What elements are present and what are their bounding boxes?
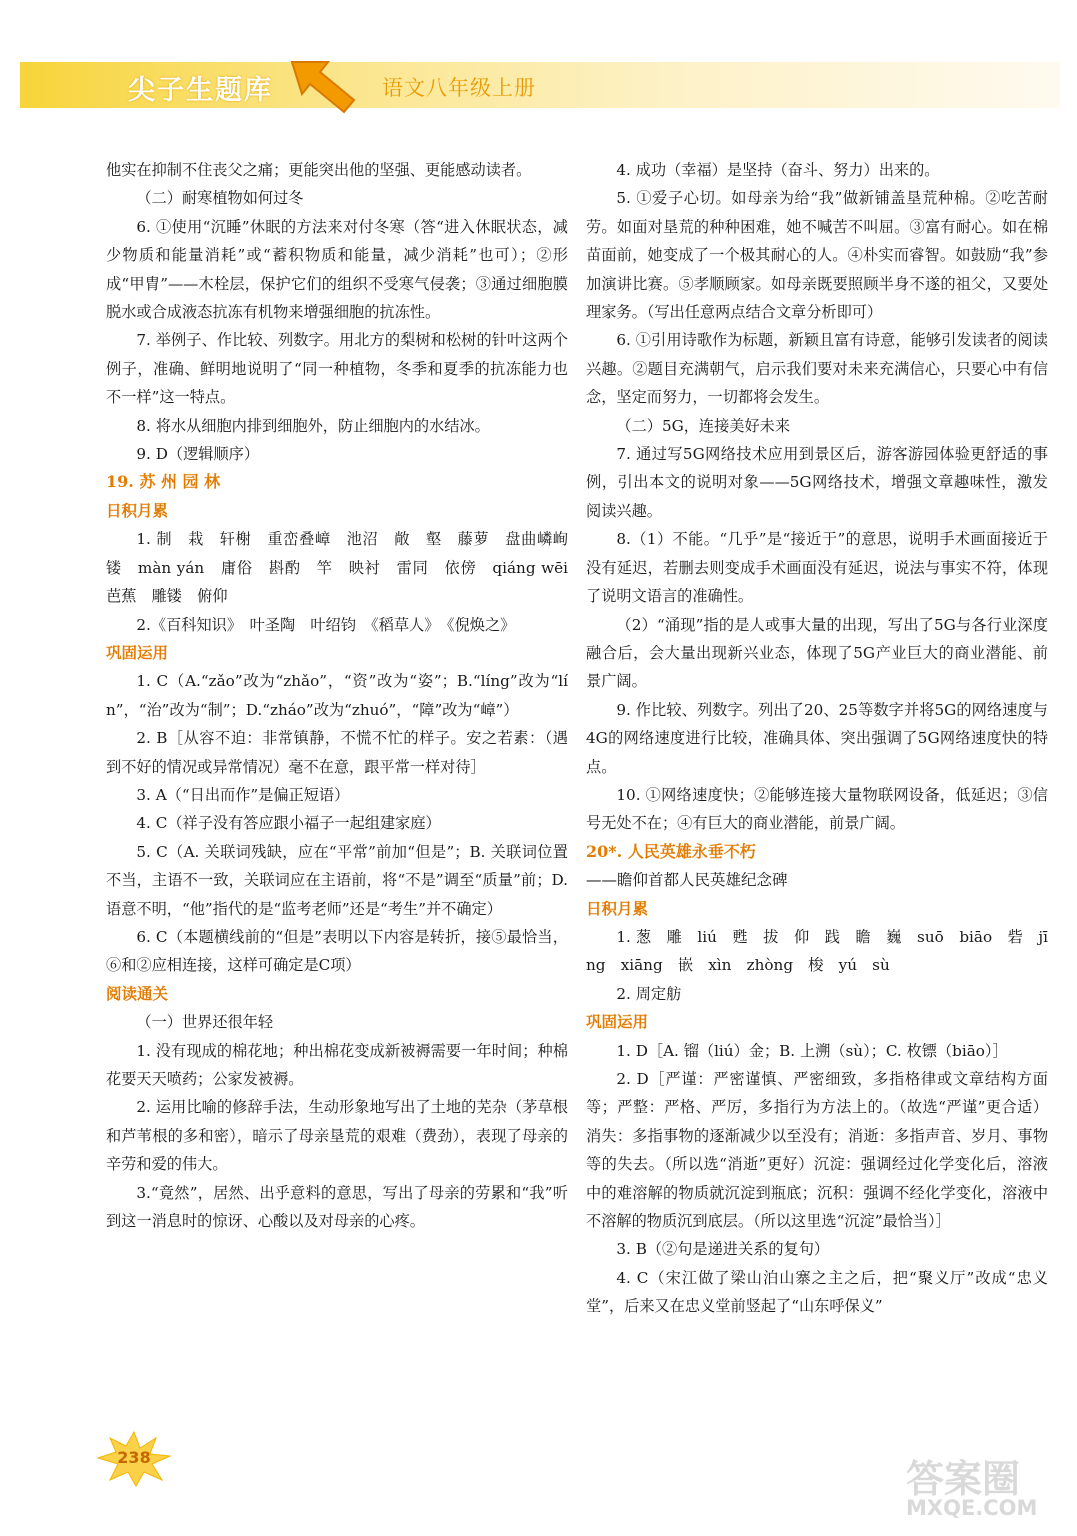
answer-paragraph: 8.（1）不能。“几乎”是“接近于”的意思，说明手术画面接近于没有延迟，若删去则变成手术画面没有延迟，说法与事实不符，体现了说明文语言的准确性。 (586, 530, 1048, 606)
answer-paragraph: 1. 葱 雕 liú 甦 拔 仰 践 瞻 巍 suō biāo 砦 jīng xiāng 嵌 xìn zhòng 梭 yú sù (586, 927, 1048, 975)
answer-paragraph: 1. D［A. 镏（liú）金；B. 上溯（sù）；C. 枚镖（biāo）］ (616, 1041, 1008, 1060)
answer-paragraph: 2. B［从容不迫：非常镇静，不慌不忙的样子。安之若素：（遇到不好的情况或异常情况）毫不在意，跟平常一样对待］ (106, 729, 568, 776)
section-heading: 阅读通关 (106, 984, 169, 1003)
page-number: 238 (117, 1448, 151, 1467)
answer-paragraph: （2）“涌现”指的是人或事大量的出现，写出了5G与各行业深度融合后，会大量出现新兴业态，体现了5G产业巨大的商业潜能、前景广阔。 (586, 615, 1048, 691)
arrow-icon (288, 56, 360, 116)
answer-paragraph: 6. C（本题横线前的“但是”表明以下内容是转折，接⑤最恰当，⑥和②应相连接，这样可确定是C项） (106, 927, 568, 975)
lesson-title: 20*. 人民英雄永垂不朽 (586, 841, 756, 861)
answer-paragraph: 2.《百科知识》 叶圣陶 叶绍钧 《稻草人》 《倪焕之》 (136, 615, 516, 634)
watermark-logo: 答案圈 (906, 1457, 1021, 1501)
answer-paragraph: 3. A（“日出而作”是偏正短语） (136, 785, 350, 804)
answer-paragraph: 10. ①网络速度快；②能够连接大量物联网设备，低延迟；③信号无处不在；④有巨大的商业潜能，前景广阔。 (586, 785, 1048, 833)
answer-paragraph: 4. C（宋江做了梁山泊山寨之主之后，把“聚义厅”改成“忠义堂”，后来又在忠义堂前竖起了“山东呼保义” (586, 1268, 1048, 1316)
answer-paragraph: 2. 运用比喻的修辞手法，生动形象地写出了土地的芜杂（茅草根和芦苇根的多和密），暗示了母亲垦荒的艰难（费劲），表现了母亲的辛劳和爱的伟大。 (106, 1098, 568, 1174)
answer-paragraph: 5. C（A. 关联词残缺，应在“平常”前加“但是”；B. 关联词位置不当，主语不一致，关联词应在主语前，将“不是”调至“质量”前；D. 语意不明，“他”指代的是“监考老师”还是“考生”并不确定） (106, 842, 568, 918)
watermark (896, 1448, 1066, 1528)
answer-paragraph: 4. 成功（幸福）是坚持（奋斗、努力）出来的。 (616, 161, 940, 179)
answer-paragraph: 2. 周定舫 (616, 984, 682, 1003)
answer-paragraph: 6. ①使用“沉睡”休眠的方法来对付冬寒（答“进入休眠状态，减少物质和能量消耗”或“蓄积物质和能量，减少消耗”也可）；②形成“甲胄”——木栓层，保护它们的组织不受寒气侵袭；③通过细胞膜脱水或合成液态抗冻有机物来增强细胞的抗冻性。 (106, 217, 568, 322)
book-title: 语文八年级上册 (382, 76, 536, 100)
answer-paragraph: （二）5G，连接美好未来 (616, 416, 791, 435)
answer-paragraph: 9. 作比较、列数字。列出了20、25等数字并将5G的网络速度与4G的网络速度进行比较，准确具体、突出强调了5G网络速度快的特点。 (586, 700, 1048, 776)
answer-paragraph: 6. ①引用诗歌作为标题，新颖且富有诗意，能够引发读者的阅读兴趣。②题目充满朝气，启示我们要对未来充满信心，只要心中有信念，坚定而努力，一切都将会发生。 (586, 331, 1048, 407)
answer-paragraph: （二）耐寒植物如何过冬 (136, 189, 304, 208)
answer-paragraph: 2. D［严谨：严密谨慎、严密细致，多指格律或文章结构方面等；严整：严格、严厉，多指行为方法上的。（故选“严谨”更合适）消失：多指事物的逐渐减少以至没有；消逝：多指声音、岁月、事物等的失去。（所以选“消逝”更好）沉淀：强调经过化学变化后，溶液中的难溶解的物质就沉淀到瓶底；沉积：强调不经化学变化，溶液中不溶解的物质沉到底层。（所以这里选“沉淀”最恰当）］ (586, 1070, 1048, 1231)
series-brand: 尖子生题库 (128, 75, 273, 106)
section-heading: 巩固运用 (106, 643, 169, 662)
answer-paragraph: 7. 举例子、作比较、列数字。用北方的梨树和松树的针叶这两个例子，准确、鲜明地说明了“同一种植物，冬季和夏季的抗冻能力也不一样”这一特点。 (106, 331, 568, 407)
answer-paragraph: 9. D（逻辑顺序） (136, 445, 260, 464)
answer-paragraph: 1. 制 栽 轩榭 重峦叠嶂 池沼 敞 壑 藤萝 盘曲嶙峋 镂 màn yán 庸俗 斟酌 竿 映衬 雷同 依傍 qiáng wēi 芭蕉 雕镂 俯仰 (106, 530, 584, 606)
left-column (106, 156, 584, 1235)
answer-paragraph: 3. B（②句是递进关系的复句） (616, 1240, 830, 1259)
answer-paragraph: 8. 将水从细胞内排到细胞外，防止细胞内的水结冰。 (136, 416, 490, 435)
lesson-subtitle: ——瞻仰首都人民英雄纪念碑 (586, 871, 788, 890)
answer-paragraph: 1. 没有现成的棉花地；种出棉花变成新被褥需要一年时间；种棉花要天天喷药；公家发被褥。 (106, 1041, 568, 1088)
answer-paragraph: 7. 通过写5G网络技术应用到景区后，游客游园体验更舒适的事例，引出本文的说明对象——5G网络技术，增强文章趣味性，激发阅读兴趣。 (586, 445, 1048, 520)
answer-paragraph: （一）世界还很年轻 (136, 1013, 274, 1032)
watermark-url: MXQE.COM (906, 1496, 1038, 1520)
section-heading: 日积月累 (106, 501, 169, 520)
answer-paragraph: 1. C（A.“zǎo”改为“zhǎo”，“资”改为“姿”；B.“líng”改为“lín”，“治”改为“制”；D.“zháo”改为“zhuó”，“障”改为“嶂”） (106, 672, 568, 719)
page-number-badge (96, 1430, 172, 1488)
section-heading: 巩固运用 (586, 1013, 649, 1032)
answer-paragraph: 3.“竟然”，居然、出乎意料的意思，写出了母亲的劳累和“我”听到这一消息时的惊讶、心酸以及对母亲的心疼。 (106, 1183, 568, 1231)
answer-paragraph: 他实在抑制不住丧父之痛；更能突出他的坚强、更能感动读者。 (106, 161, 532, 179)
answer-paragraph: 5. ①爱子心切。如母亲为给“我”做新铺盖垦荒种棉。②吃苦耐劳。如面对垦荒的种种困难，她不喊苦不叫屈。③富有耐心。如在棉苗面前，她变成了一个极其耐心的人。④朴实而睿智。如鼓励“我”参加演讲比赛。⑤孝顺顾家。如母亲既要照顾半身不遂的祖父，又要处理家务。（写出任意两点结合文章分析即可） (586, 189, 1048, 322)
answer-paragraph: 4. C（祥子没有答应跟小福子一起组建家庭） (136, 814, 441, 833)
section-heading: 日积月累 (586, 899, 649, 918)
page-header (20, 62, 1060, 108)
lesson-title: 19. 苏 州 园 林 (106, 472, 221, 492)
right-column (586, 156, 1048, 1321)
